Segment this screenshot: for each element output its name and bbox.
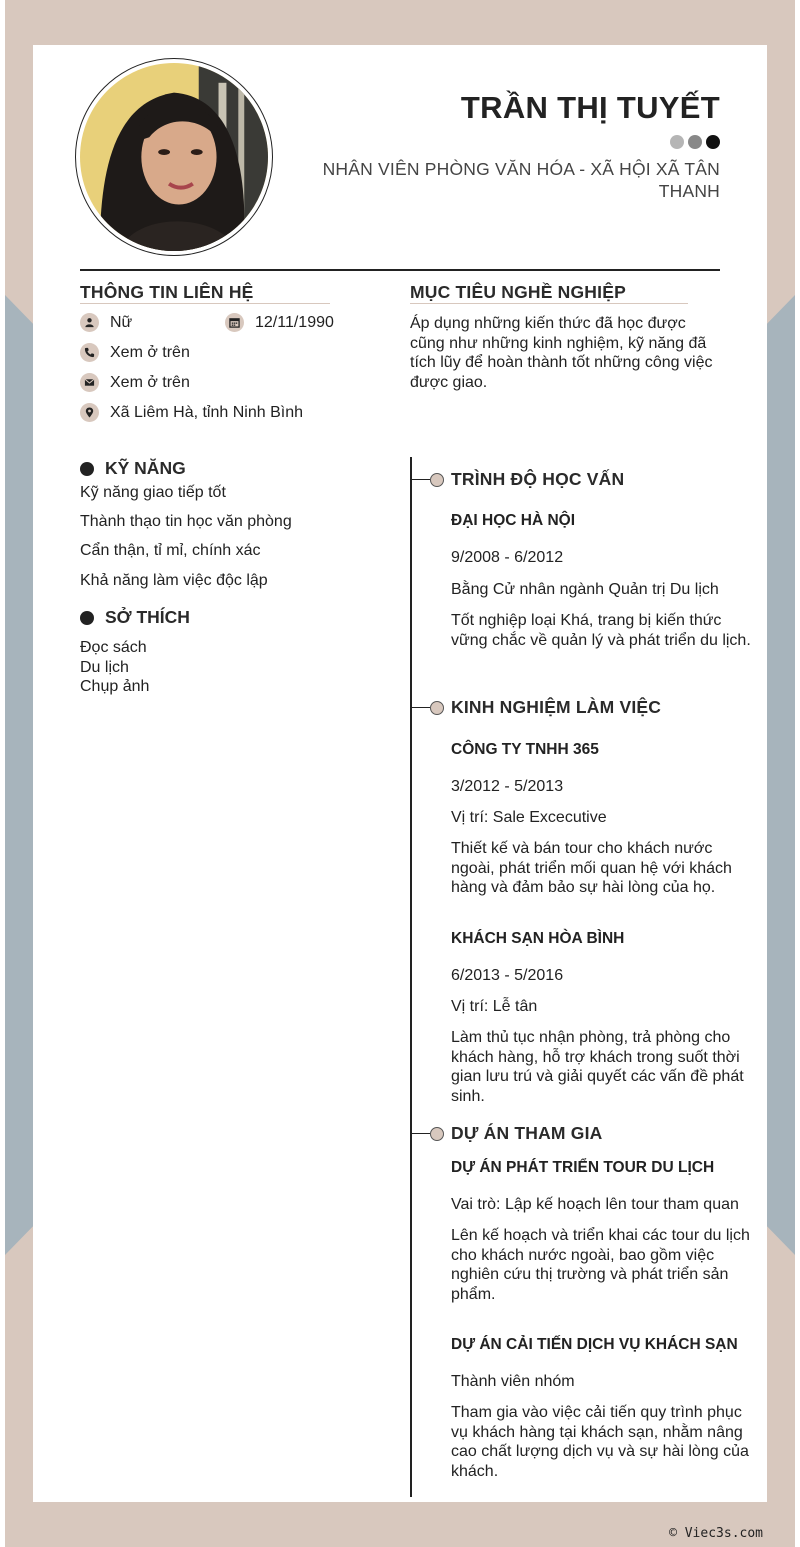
project-description: Tham gia vào việc cải tiến quy trình phục vụ khách hàng tại khách sạn, nhằm nâng cao chất lượng dịch vụ và sự hài lòng của khách. — [451, 1404, 749, 1480]
birthday-value: 12/11/1990 — [255, 313, 334, 331]
objective-title: MỤC TIÊU NGHỀ NGHIỆP — [410, 282, 626, 302]
footer-watermark: © Viec3s.com — [669, 1526, 763, 1541]
candidate-name: TRẦN THỊ TUYẾT — [460, 90, 720, 125]
job-period: 6/2013 - 5/2016 — [451, 967, 564, 984]
contact-email — [80, 373, 190, 392]
job-company: CÔNG TY TNHH 365 — [451, 741, 599, 758]
job-position: NHÂN VIÊN PHÒNG VĂN HÓA - XÃ HỘI XÃ TÂN THANH — [322, 159, 720, 201]
objective-text: Áp dụng những kiến thức đã học được cũng như những kinh nghiệm, kỹ năng đã tích lũy để hoàn thành tốt những công việc được giao. — [410, 315, 713, 391]
dot-light — [670, 135, 684, 149]
envelope-icon — [80, 373, 99, 392]
bullet-dot-icon — [80, 462, 94, 476]
address-value: Xã Liêm Hà, tỉnh Ninh Bình — [110, 403, 303, 421]
projects-heading — [410, 1123, 602, 1144]
timeline-node-icon — [430, 701, 444, 715]
email-value: Xem ở trên — [110, 373, 190, 391]
job-period: 3/2012 - 5/2013 — [451, 778, 564, 795]
hobbies-list — [80, 638, 149, 697]
avatar — [75, 58, 273, 256]
job-role: Vị trí: Lễ tân — [451, 998, 538, 1015]
user-icon — [80, 313, 99, 332]
contact-underline — [80, 303, 330, 304]
contact-title: THÔNG TIN LIÊN HỆ — [80, 282, 254, 302]
education-period: 9/2008 - 6/2012 — [451, 549, 564, 566]
projects-title: DỰ ÁN THAM GIA — [451, 1123, 603, 1143]
education-degree: Bằng Cử nhân ngành Quản trị Du lịch — [451, 581, 719, 598]
timeline-node-icon — [430, 1127, 444, 1141]
contact-birthday — [225, 313, 334, 332]
contact-address — [80, 403, 303, 422]
timeline-line — [410, 457, 412, 1497]
calendar-icon — [225, 313, 244, 332]
location-pin-icon — [80, 403, 99, 422]
contact-gender — [80, 313, 132, 332]
education-description: Tốt nghiệp loại Khá, trang bị kiến thức vững chắc về quản lý và phát triển du lịch. — [451, 612, 751, 649]
profile-photo — [80, 63, 268, 251]
gender-value: Nữ — [110, 313, 133, 331]
hobby-item: Đọc sách — [80, 639, 147, 656]
dot-mid — [688, 135, 702, 149]
skill-item: Khả năng làm việc độc lập — [80, 572, 268, 589]
project-name: DỰ ÁN CẢI TIẾN DỊCH VỤ KHÁCH SẠN — [451, 1336, 738, 1353]
decor-left-band — [5, 295, 33, 1255]
skill-item: Cẩn thận, tỉ mỉ, chính xác — [80, 542, 261, 559]
header-divider — [80, 269, 720, 271]
experience-title: KINH NGHIỆM LÀM VIỆC — [451, 697, 662, 717]
dot-dark — [706, 135, 720, 149]
objective-underline — [410, 303, 688, 304]
skills-heading — [80, 458, 186, 479]
skill-item: Kỹ năng giao tiếp tốt — [80, 484, 226, 501]
timeline-node-icon — [430, 473, 444, 487]
experience-heading — [410, 697, 661, 718]
project-role: Vai trò: Lập kế hoạch lên tour tham quan — [451, 1196, 739, 1213]
phone-value: Xem ở trên — [110, 343, 190, 361]
education-heading — [410, 469, 624, 490]
project-name: DỰ ÁN PHÁT TRIỂN TOUR DU LỊCH — [451, 1159, 715, 1176]
project-description: Lên kế hoạch và triển khai các tour du lịch cho khách nước ngoài, bao gồm việc nghiên cứu thị trường và phát triển sản phẩm. — [451, 1227, 750, 1303]
skill-item: Thành thạo tin học văn phòng — [80, 513, 292, 530]
phone-icon — [80, 343, 99, 362]
hobby-item: Chụp ảnh — [80, 678, 150, 695]
hobbies-title: SỞ THÍCH — [105, 607, 190, 627]
skills-title: KỸ NĂNG — [105, 458, 186, 478]
hobby-item: Du lịch — [80, 658, 129, 676]
job-description: Làm thủ tục nhận phòng, trả phòng cho khách hàng, hỗ trợ khách trong suốt thời gian lưu trú và giải quyết các vấn đề phát sinh. — [451, 1029, 744, 1105]
education-title: TRÌNH ĐỘ HỌC VẤN — [451, 469, 625, 489]
project-role: Thành viên nhóm — [451, 1373, 575, 1390]
bullet-dot-icon — [80, 611, 94, 625]
decor-right-band — [767, 295, 795, 1255]
hobbies-heading — [80, 607, 190, 628]
job-role: Vị trí: Sale Excecutive — [451, 809, 607, 826]
education-school: ĐẠI HỌC HÀ NỘI — [451, 512, 575, 529]
job-description: Thiết kế và bán tour cho khách nước ngoài, phát triển mối quan hệ với khách hàng và đảm bảo sự hài lòng của họ. — [451, 840, 732, 896]
contact-phone — [80, 343, 190, 362]
decor-dots — [670, 135, 720, 149]
job-company: KHÁCH SẠN HÒA BÌNH — [451, 930, 625, 947]
